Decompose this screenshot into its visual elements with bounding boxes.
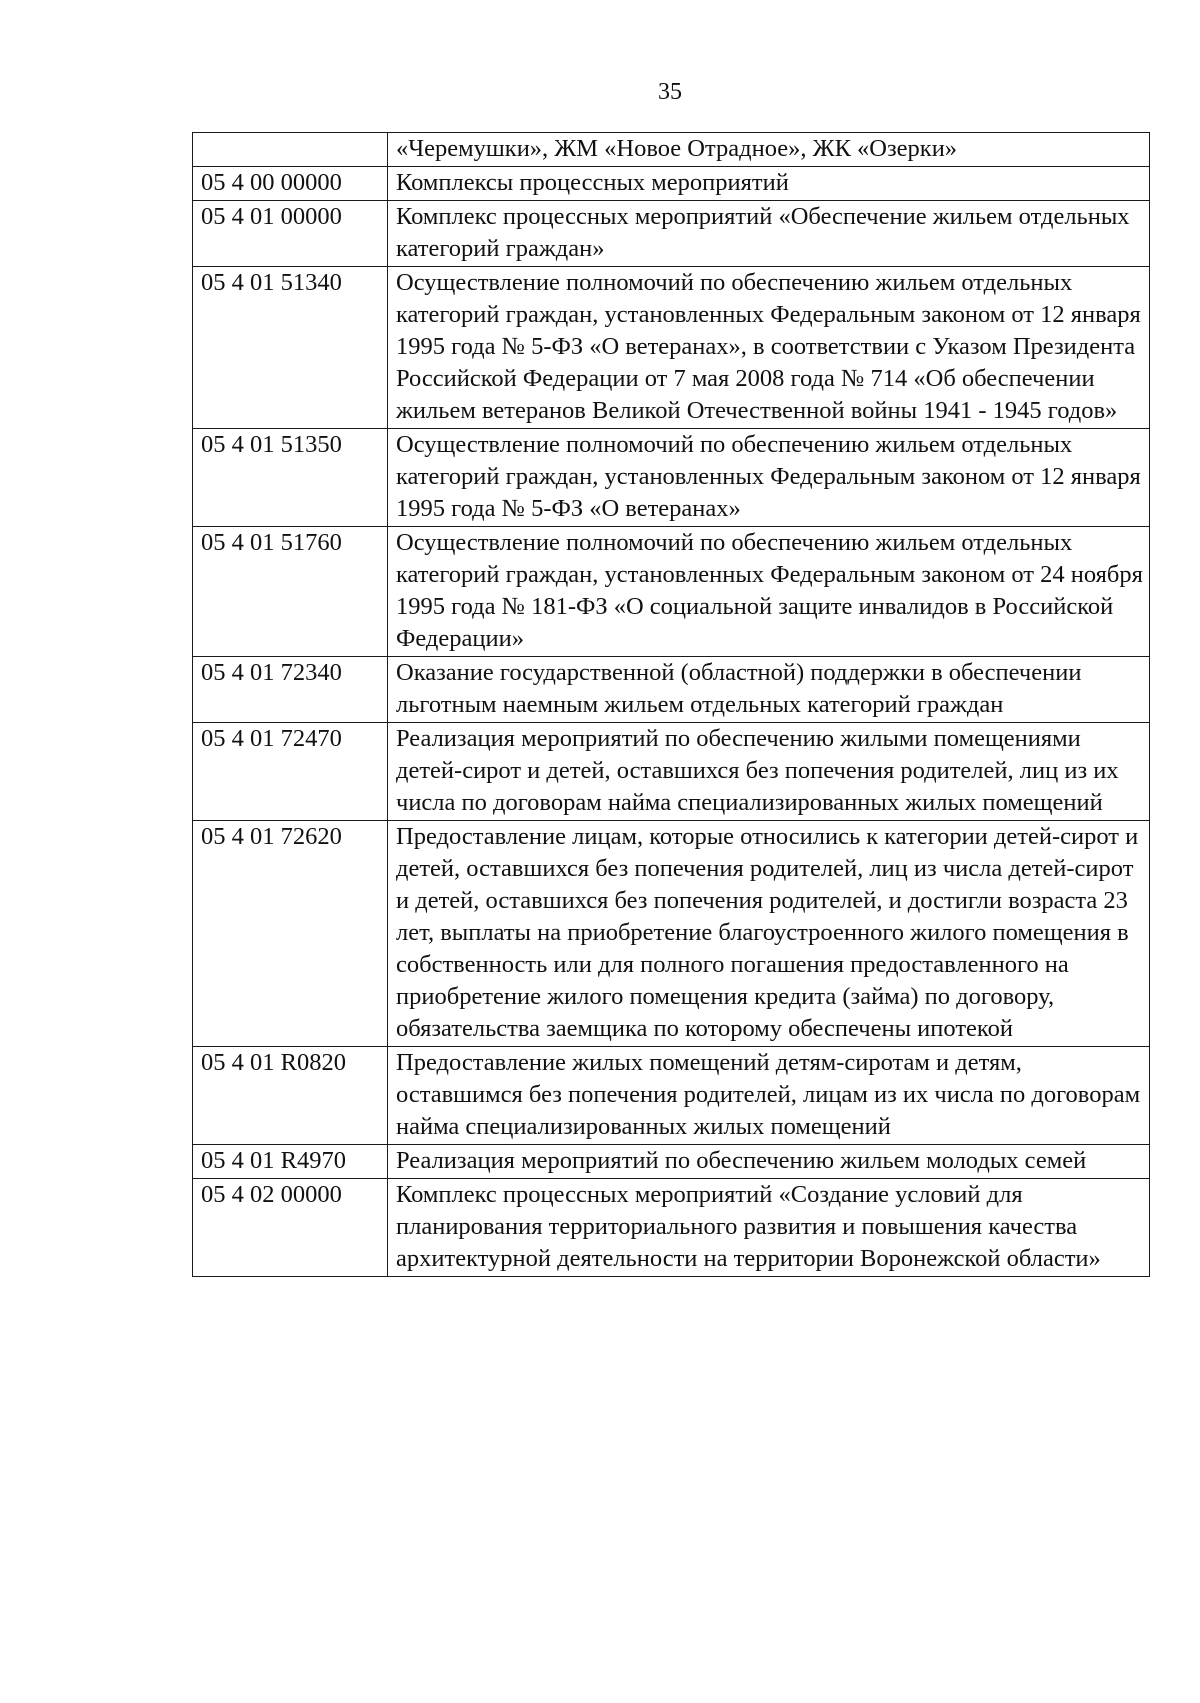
page-number: 35 [658, 79, 682, 105]
table-row [193, 267, 1150, 429]
table-row [193, 723, 1150, 821]
row-description: Предоставление лицам, которые относились к категории детей-сирот и детей, оставшихся без попечения родителей, лиц из числа детей-сирот и детей, оставшихся без попечения родителей, и достигли возраста 23 лет, выплаты на приобретение благоустроенного жилого помещения в собственность или для полного погашения предоставленного на приобретение жилого помещения кредита (займа) по договору, обязательства заемщика по которому обеспечены ипотекой [388, 821, 1150, 1047]
row-description: Осуществление полномочий по обеспечению жильем отдельных категорий граждан, установленных Федеральным законом от 24 ноября 1995 года № 181-ФЗ «О социальной защите инвалидов в Российской Федерации» [388, 527, 1150, 657]
row-description: Комплекс процессных мероприятий «Создание условий для планирования территориального развития и повышения качества архитектурной деятельности на территории Воронежской области» [388, 1179, 1150, 1277]
table-row [193, 527, 1150, 657]
table-row [193, 167, 1150, 201]
row-code: 05 4 01 72470 [193, 723, 388, 821]
row-code: 05 4 01 51760 [193, 527, 388, 657]
row-description: «Черемушки», ЖМ «Новое Отрадное», ЖК «Озерки» [388, 133, 1150, 167]
table-row [193, 201, 1150, 267]
row-code: 05 4 01 72620 [193, 821, 388, 1047]
row-description: Предоставление жилых помещений детям-сиротам и детям, оставшимся без попечения родителей, лицам из их числа по договорам найма специализированных жилых помещений [388, 1047, 1150, 1145]
row-code: 05 4 01 R4970 [193, 1145, 388, 1179]
table-row [193, 429, 1150, 527]
row-code: 05 4 01 51350 [193, 429, 388, 527]
row-code: 05 4 01 72340 [193, 657, 388, 723]
table-row [193, 133, 1150, 167]
row-code: 05 4 02 00000 [193, 1179, 388, 1277]
row-code: 05 4 01 R0820 [193, 1047, 388, 1145]
row-code [193, 133, 388, 167]
row-description: Комплексы процессных мероприятий [388, 167, 1150, 201]
table-row [193, 1179, 1150, 1277]
row-description: Осуществление полномочий по обеспечению жильем отдельных категорий граждан, установленных Федеральным законом от 12 января 1995 года № 5-ФЗ «О ветеранах», в соответствии с Указом Президента Российской Федерации от 7 мая 2008 года № 714 «Об обеспечении жильем ветеранов Великой Отечественной войны 1941 - 1945 годов» [388, 267, 1150, 429]
row-description: Комплекс процессных мероприятий «Обеспечение жильем отдельных категорий граждан» [388, 201, 1150, 267]
table-row [193, 1145, 1150, 1179]
table-row [193, 1047, 1150, 1145]
row-code: 05 4 01 51340 [193, 267, 388, 429]
row-description: Осуществление полномочий по обеспечению жильем отдельных категорий граждан, установленных Федеральным законом от 12 января 1995 года № 5-ФЗ «О ветеранах» [388, 429, 1150, 527]
row-description: Реализация мероприятий по обеспечению жилыми помещениями детей-сирот и детей, оставшихся без попечения родителей, лиц из их числа по договорам найма специализированных жилых помещений [388, 723, 1150, 821]
row-code: 05 4 00 00000 [193, 167, 388, 201]
budget-code-table [192, 132, 1150, 1277]
row-description: Оказание государственной (областной) поддержки в обеспечении льготным наемным жильем отдельных категорий граждан [388, 657, 1150, 723]
table-row [193, 657, 1150, 723]
row-code: 05 4 01 00000 [193, 201, 388, 267]
table-row [193, 821, 1150, 1047]
row-description: Реализация мероприятий по обеспечению жильем молодых семей [388, 1145, 1150, 1179]
